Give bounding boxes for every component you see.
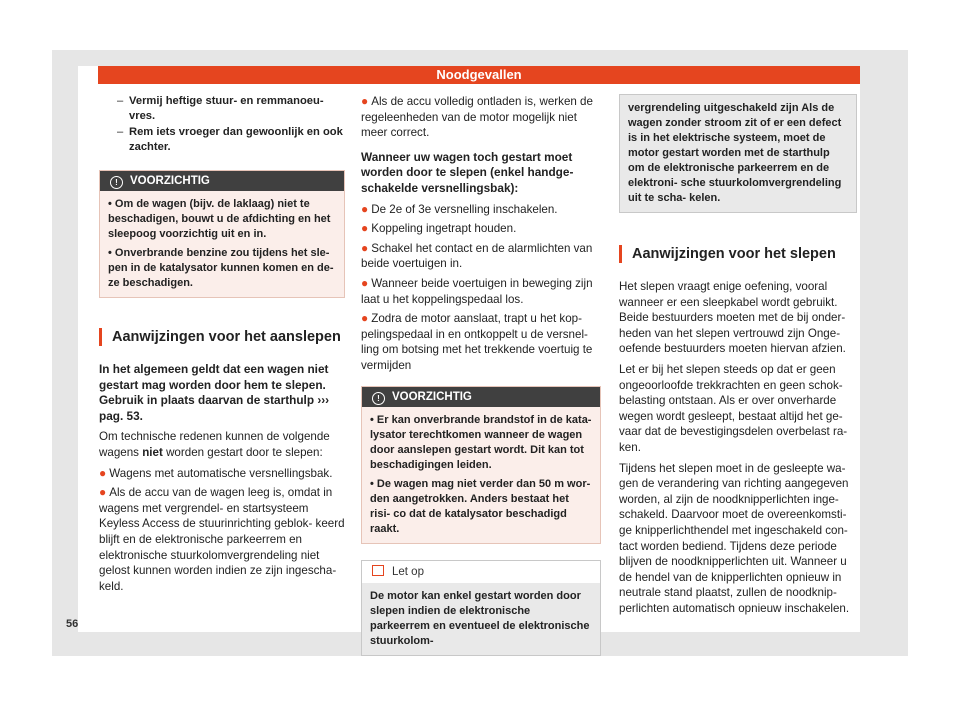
- warning-body: [100, 191, 344, 297]
- section-title: Aanwijzingen voor het slepen: [619, 245, 857, 263]
- section-title: Aanwijzingen voor het aanslepen: [99, 328, 345, 346]
- warning-icon: !: [110, 176, 123, 189]
- subheading: Wanneer uw wagen toch gestart moet worden door te slepen (enkel handge- schakelde versnellingsbak):: [361, 149, 574, 195]
- page-header: Noodgevallen: [98, 66, 860, 84]
- bullet-text: Schakel het contact en de alarmlichten van beide voertuigen in.: [361, 241, 593, 271]
- tip-header: [362, 561, 600, 583]
- bullet-text: Als de accu volledig ontladen is, werken de regeleenheden van de motor mogelijk niet meer correct.: [361, 95, 593, 140]
- warning-item: • De wagen mag niet verder dan 50 m wor- den aangetrokken. Anders bestaat het risi- co dat de katalysator beschadigd raakt.: [370, 477, 591, 535]
- column-middle: [361, 94, 601, 656]
- warning-header: [100, 171, 344, 191]
- warning-header: [362, 387, 600, 407]
- warning-item-text: Onverbrande benzine zou tijdens het sle- pen in de katalysator kunnen komen en de- ze beschadigen.: [108, 247, 334, 289]
- page-reference-link[interactable]: ››› pag. 53.: [99, 393, 330, 423]
- dash-item-text: Rem iets vroeger dan gewoonlijk en ook zachter.: [129, 126, 343, 153]
- note-icon: [372, 565, 384, 576]
- page-number: 56: [66, 618, 79, 630]
- bullet-item: ● Wanneer beide voertuigen in beweging zijn laat u het koppelingspedaal los.: [361, 275, 593, 306]
- bullet-text: Wanneer beide voertuigen in beweging zijn laat u het koppelingspedaal los.: [361, 276, 593, 306]
- dash-item-text: Vermij heftige stuur- en remmanoeu- vres.: [129, 95, 324, 122]
- bullet-item: ● Zodra de motor aanslaat, trapt u het kop- pelingspedaal in en ontkoppelt u de versnel- ling om botsing met het trekkende voertuig te vermijden: [361, 311, 593, 372]
- tip-box: [361, 560, 601, 656]
- bullet-text: De 2e of 3e versnelling inschakelen.: [371, 202, 558, 216]
- lead-text: In het algemeen geldt dat een wagen niet gestart mag worden door hem te slepen. Gebruik in plaats daarvan de starthulp: [99, 362, 329, 408]
- warning-item-text: De wagen mag niet verder dan 50 m wor- den aangetrokken. Anders bestaat het risi- co dat de katalysator beschadigd raakt.: [370, 477, 591, 535]
- bullet-item: ● Als de accu van de wagen leeg is, omdat in wagens met vergrendel- en startsysteem Keyless Access de stuurinrichting geblok- keerd blijft en de elektronische parkeerrem en elektronische stuurkolomvergrendeling niet gelost kunnen worden indien ze zijn ingescha- keld.: [99, 485, 345, 593]
- bullet-text: Koppeling ingetrapt houden.: [371, 222, 517, 236]
- bullet-item: ● Koppeling ingetrapt houden.: [361, 221, 517, 236]
- warning-title: VOORZICHTIG: [392, 390, 472, 403]
- para-emphasis: niet: [142, 445, 163, 459]
- column-right: [619, 94, 857, 621]
- warning-item: • Onverbrande benzine zou tijdens het sle- pen in de katalysator kunnen komen en de- ze beschadigen.: [108, 247, 334, 289]
- bullet-item: ● Schakel het contact en de alarmlichten van beide voertuigen in.: [361, 240, 593, 271]
- bullet-item: ● Wagens met automatische versnellingsbak.: [99, 465, 333, 480]
- para-text: worden gestart door te slepen:: [166, 445, 323, 459]
- warning-item: • Om de wagen (bijv. de laklaag) niet te beschadigen, bouwt u de afdichting en het sleepoog voorzichtig uit en in.: [108, 198, 331, 240]
- dash-item: – Rem iets vroeger dan gewoonlijk en ook zachter.: [117, 126, 343, 153]
- warning-icon: !: [372, 392, 385, 405]
- paragraph: Het slepen vraagt enige oefening, vooral wanneer er een sleepkabel wordt gebruikt. Beide bestuurders moeten met de bij onder- heden van het slepen vertrouwd zijn Onge- oefende bestuurders moeten hiervan afzien.: [619, 280, 846, 356]
- tip-title: Let op: [392, 565, 424, 578]
- paragraph: Let er bij het slepen steeds op dat er geen ongeoorloofde trekkrachten en geen schok- belasting ontstaan. Als er over onverharde wegen wordt gesleept, bestaat altijd het ge- vaar dat de bevestigingsdelen overbelast ra- ken.: [619, 362, 848, 454]
- bullet-text: Als de accu van de wagen leeg is, omdat in wagens met vergrendel- en startsysteem Keyless Access de stuurinrichting geblok- keerd blijft en de elektronische parkeerrem en elektronische stuurkolomvergrendeling niet gelost kunnen worden indien ze zijn ingescha- keld.: [99, 486, 345, 593]
- lead-paragraph: [99, 362, 345, 424]
- paragraph: [99, 429, 345, 460]
- warning-box: [361, 386, 601, 544]
- bullet-item: ● Als de accu volledig ontladen is, werken de regeleenheden van de motor mogelijk niet meer correct.: [361, 94, 593, 140]
- warning-body: [362, 407, 600, 543]
- bullet-item: ● De 2e of 3e versnelling inschakelen.: [361, 201, 558, 216]
- para-text: Om technische redenen kunnen de volgende wagens: [99, 430, 330, 459]
- warning-item-text: Er kan onverbrande brandstof in de kata- lysator terechtkomen wanneer de wagen door aanslepen gestart wordt. Dit kan tot beschadigingen leiden.: [370, 413, 592, 471]
- warning-item-text: Om de wagen (bijv. de laklaag) niet te beschadigen, bouwt u de afdichting en het sleepoog voorzichtig uit en in.: [108, 198, 331, 240]
- paragraph: Tijdens het slepen moet in de gesleepte wa- gen de verandering van richting aangegeven worden, al zijn de noodknipperlichten inge- schakeld. Daarvoor moet de overeenkomsti- ge knipperlichthendel met ingeschakeld con- tact worden bediend. Tijdens deze periode blijven de noodknipperlichten uit. Wanneer u de hendel van de knipperlichten opnieuw in neutrale stand plaatst, zullen de noodknip- perlichten automatisch opnieuw inschakelen.: [619, 461, 850, 615]
- tip-body: vergrendeling uitgeschakeld zijn Als de wagen zonder stroom zit of er een defect is in het elektrische systeem, moet de motor gestart worden met de starthulp om de elektronische parkeerrem en de elektroni- sche stuurkolomvergrendeling uit te scha- kelen.: [620, 95, 856, 212]
- column-left: [99, 94, 345, 598]
- bullet-text: Zodra de motor aanslaat, trapt u het kop- pelingspedaal in en ontkoppelt u de versnel- ling om botsing met het trekkende voertuig te vermijden: [361, 312, 593, 372]
- warning-box: [99, 170, 345, 298]
- tip-box-continued: [619, 94, 857, 213]
- dash-item: – Vermij heftige stuur- en remmanoeu- vres.: [117, 95, 324, 122]
- tip-body: De motor kan enkel gestart worden door slepen indien de elektronische parkeerrem en eventueel de elektronische stuurkolom-: [362, 583, 600, 655]
- warning-title: VOORZICHTIG: [130, 175, 210, 187]
- bullet-text: Wagens met automatische versnellingsbak.: [109, 466, 333, 480]
- warning-item: • Er kan onverbrande brandstof in de kata- lysator terechtkomen wanneer de wagen door aanslepen gestart wordt. Dit kan tot beschadigingen leiden.: [370, 413, 592, 471]
